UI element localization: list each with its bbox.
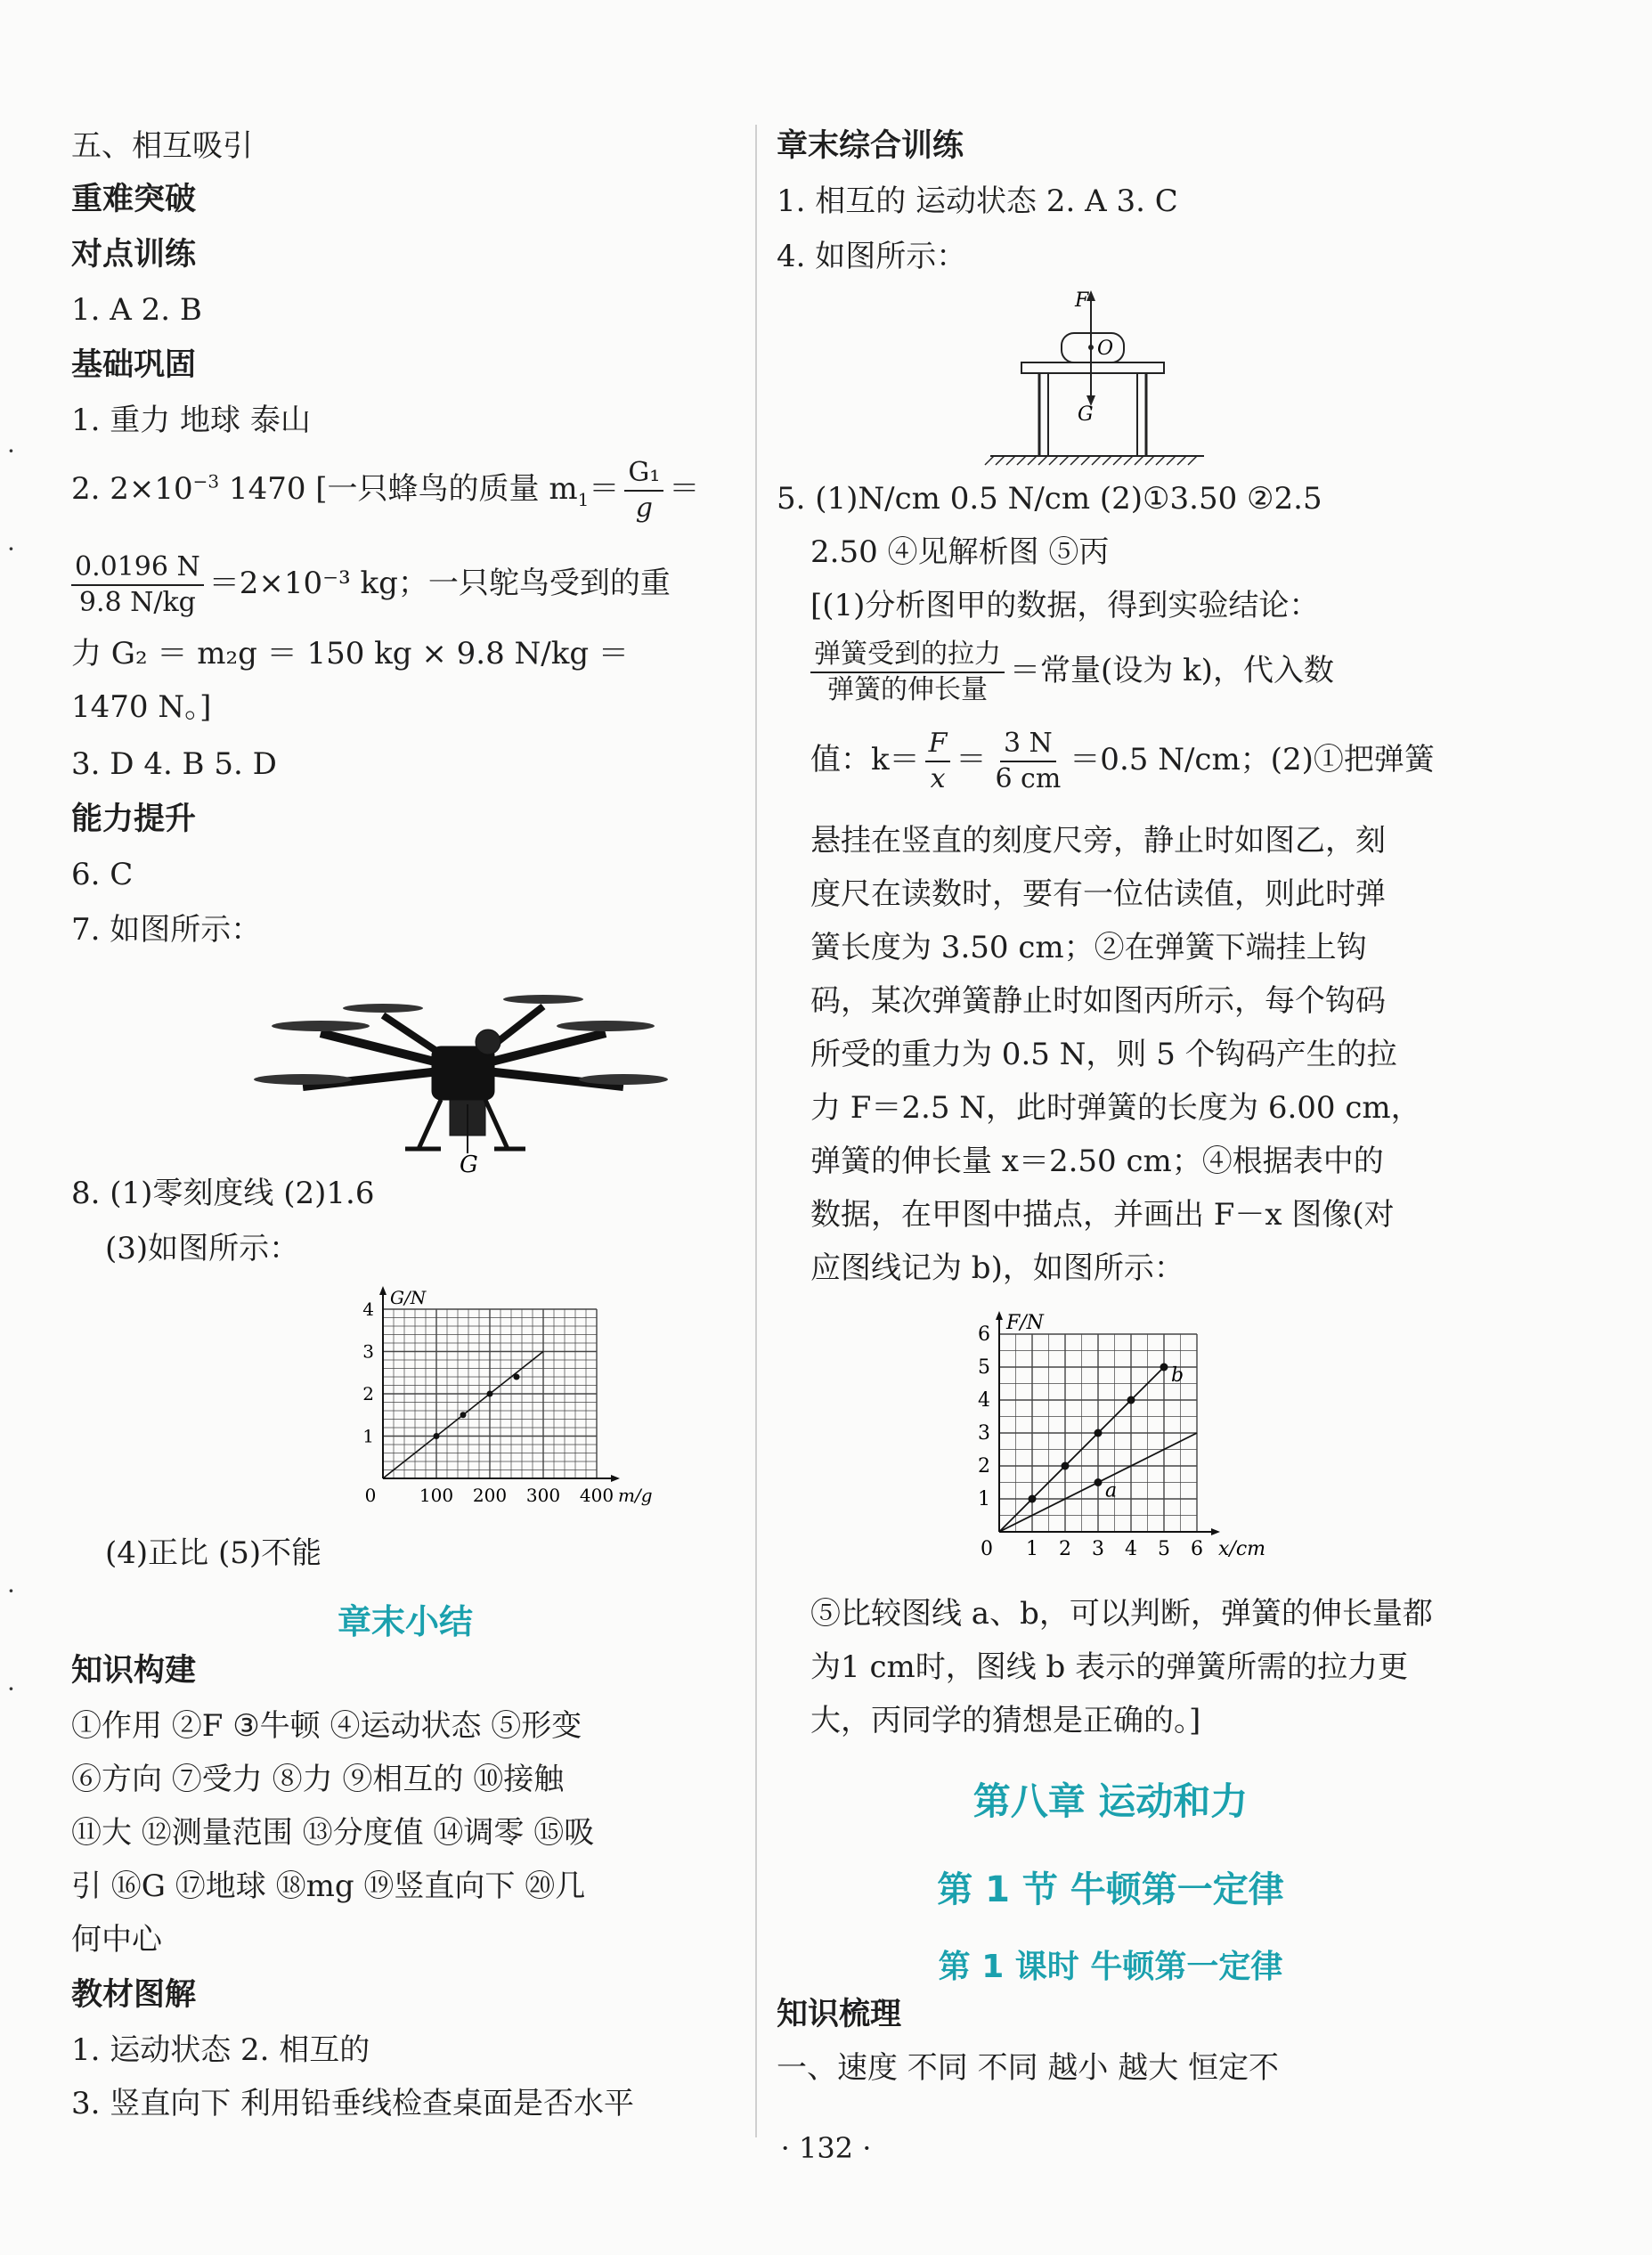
lesson-title: 第 1 课时 牛顿第一定律 [938, 1949, 1283, 1985]
answer-text: ＝0.5 N/cm；(2)①把弹簧 [1070, 742, 1435, 777]
page-number: · 132 · [780, 2131, 872, 2165]
hatch-line [1049, 456, 1058, 465]
x-axis-label: x/cm [1218, 1538, 1266, 1560]
answer-line-formula [71, 456, 699, 525]
drone-figure [249, 971, 677, 1176]
data-point-b [1095, 1429, 1103, 1437]
answer-line-formula [71, 550, 671, 620]
hatch-line [1028, 456, 1037, 465]
margin-mark: · [7, 1674, 15, 1704]
answer-line: 8. (1)零刻度线 (2)1.6 [71, 1176, 375, 1211]
hatch-line [1070, 456, 1079, 465]
hatch-line [1081, 456, 1090, 465]
y-axis-arrow [996, 1311, 1003, 1320]
answer-line: 1. 重力 地球 泰山 [71, 403, 311, 438]
data-point-b [1127, 1396, 1135, 1404]
ground-hatch [985, 456, 1197, 465]
answer-line: 码，某次弹簧静止时如图丙所示，每个钩码 [810, 983, 1386, 1019]
answer-line: 2.50 ④见解析图 ⑤丙 [810, 534, 1110, 570]
x-axis-label: m/g [618, 1485, 653, 1506]
y-tick-label: 2 [362, 1383, 374, 1404]
answer-line: 弹簧的伸长量 x＝2.50 cm；④根据表中的 [810, 1144, 1384, 1179]
drone-body [254, 995, 668, 1149]
g-m-chart [285, 1282, 653, 1506]
series-label: b [1171, 1364, 1184, 1387]
fraction-denominator: x [930, 763, 946, 794]
fraction-numerator: 0.0196 N [71, 550, 204, 586]
answer-line: ⑤比较图线 a、b，可以判断，弹簧的伸长量都 [810, 1596, 1433, 1632]
section-heading: 知识梳理 [777, 1997, 902, 2032]
point-label-o: O [1097, 338, 1114, 360]
hatch-line [996, 456, 1005, 465]
x-axis-arrow [1211, 1528, 1220, 1535]
fraction-denominator: 9.8 N/kg [78, 587, 196, 618]
y-tick-label: 3 [978, 1422, 990, 1445]
answer-line: 大，丙同学的猜想是正确的。] [810, 1703, 1201, 1738]
column-divider [755, 125, 757, 2137]
data-point-a [1095, 1478, 1103, 1486]
answer-line: 所受的重力为 0.5 N，则 5 个钩码产生的拉 [810, 1037, 1397, 1072]
y-axis-label: F/N [1006, 1312, 1044, 1334]
hatch-line [985, 456, 994, 465]
series-label: a [1105, 1479, 1118, 1502]
x-tick-label: 0 [981, 1538, 993, 1560]
answer-text: 1470 [一只蜂鸟的质量 m [219, 471, 578, 507]
hatch-line [1092, 456, 1101, 465]
y-axis-arrow [379, 1286, 387, 1295]
section-heading: 教材图解 [71, 1977, 197, 2013]
table-top [1021, 362, 1164, 373]
drone-gravity-label: G [460, 1152, 478, 1178]
answer-line: 1. 运动状态 2. 相互的 [71, 2032, 370, 2068]
answer-line: 3. 竖直向下 利用铅垂线检查桌面是否水平 [71, 2086, 635, 2121]
fraction-numerator: G₁ [624, 456, 663, 492]
fraction [810, 638, 1005, 707]
section-heading: 重难突破 [71, 182, 197, 217]
hatch-line [1038, 456, 1047, 465]
section-heading: 章末综合训练 [777, 128, 964, 164]
answer-line: 度尺在读数时，要有一位估读值，则此时弹 [810, 876, 1386, 912]
f-x-chart [955, 1300, 1266, 1585]
answer-text: 2. 2×10 [71, 471, 193, 507]
fraction [71, 550, 204, 620]
fraction-denominator: g [635, 493, 653, 524]
x-tick-label: 0 [364, 1485, 377, 1506]
answer-line: 簧长度为 3.50 cm；②在弹簧下端挂上钩 [810, 930, 1367, 965]
answer-line: 7. 如图所示： [71, 912, 262, 948]
equals: ＝ [669, 471, 700, 507]
answer-line: ⑪大 ⑫测量范围 ⑬分度值 ⑭调零 ⑮吸 [71, 1815, 595, 1851]
answer-text: 值：k＝ [810, 742, 920, 777]
answer-line-formula [810, 638, 1334, 707]
answer-text: ＝常量(设为 k)，代入数 [1010, 653, 1334, 688]
section-heading: 能力提升 [71, 802, 197, 837]
hatch-line [1188, 456, 1197, 465]
data-point-b [1029, 1495, 1037, 1503]
hatch-line [1177, 456, 1186, 465]
fraction-denominator: 6 cm [995, 763, 1062, 794]
hatch-line [1113, 456, 1122, 465]
answer-line: [(1)分析图甲的数据，得到实验结论： [810, 588, 1320, 623]
answer-line: 1. 相互的 运动状态 2. A 3. C [777, 183, 1178, 219]
answer-line: 引 ⑯G ⑰地球 ⑱mg ⑲竖直向下 ⑳几 [71, 1868, 586, 1904]
force-diagram [981, 287, 1222, 465]
x-tick-label: 3 [1092, 1538, 1104, 1560]
answer-line: 1. A 2. B [71, 292, 202, 328]
answer-line-formula [810, 727, 1435, 796]
subscript: 1 [577, 488, 590, 510]
equals: ＝ [956, 742, 987, 777]
data-point-b [1160, 1364, 1168, 1372]
hatch-line [1060, 456, 1069, 465]
fraction [925, 727, 951, 796]
chapter-title: 第八章 运动和力 [972, 1779, 1249, 1823]
section-heading: 知识构建 [71, 1653, 197, 1689]
x-tick-label: 6 [1191, 1538, 1203, 1560]
fraction [624, 456, 663, 525]
y-tick-label: 1 [978, 1488, 990, 1510]
y-tick-label: 5 [978, 1356, 990, 1379]
hatch-line [1156, 456, 1165, 465]
data-point [434, 1433, 440, 1439]
answer-line: 5. (1)N/cm 0.5 N/cm (2)①3.50 ②2.5 [777, 481, 1322, 517]
fraction-denominator: 弹簧的伸长量 [827, 674, 988, 705]
margin-mark: · [7, 534, 15, 564]
x-tick-label: 200 [472, 1485, 508, 1506]
answer-line: 为1 cm时，图线 b 表示的弹簧所需的拉力更 [810, 1649, 1409, 1685]
data-point [460, 1412, 467, 1418]
margin-mark: · [7, 1576, 15, 1606]
x-tick-label: 400 [579, 1485, 614, 1506]
margin-mark: · [7, 436, 15, 466]
x-tick-label: 2 [1059, 1538, 1071, 1560]
y-tick-label: 4 [362, 1298, 374, 1320]
fraction-numerator: F [925, 727, 951, 762]
fraction-numerator: 3 N [1000, 727, 1056, 762]
y-tick-label: 4 [978, 1389, 990, 1412]
x-tick-label: 4 [1125, 1538, 1137, 1560]
answer-line: 力 F＝2.5 N，此时弹簧的长度为 6.00 cm， [810, 1090, 1421, 1126]
hatch-line [1006, 456, 1015, 465]
x-axis-arrow [611, 1475, 620, 1482]
data-point [487, 1391, 493, 1397]
answer-text: ＝2×10⁻³ kg；一只鸵鸟受到的重 [208, 566, 671, 601]
y-tick-label: 3 [362, 1340, 374, 1363]
answer-line: 力 G₂ ＝ m₂g ＝ 150 kg × 9.8 N/kg ＝ [71, 636, 629, 672]
force-label-f: F [1075, 289, 1089, 312]
answer-line: 五、相互吸引 [71, 128, 253, 164]
answer-line: (4)正比 (5)不能 [105, 1535, 322, 1571]
exponent: −3 [192, 470, 220, 493]
x-tick-label: 5 [1158, 1538, 1170, 1560]
answer-line: (3)如图所示： [105, 1231, 300, 1266]
answer-line: 1470 N。] [71, 689, 212, 725]
hatch-line [1145, 456, 1154, 465]
answer-line: ①作用 ②F ③牛顿 ④运动状态 ⑤形变 [71, 1708, 582, 1744]
section-title: 第 1 节 牛顿第一定律 [937, 1869, 1284, 1910]
x-tick-label: 100 [419, 1485, 454, 1506]
fraction [991, 727, 1064, 796]
y-tick-label: 2 [978, 1455, 990, 1478]
fraction-numerator: 弹簧受到的拉力 [810, 638, 1005, 673]
y-axis-label: G/N [390, 1287, 427, 1308]
section-heading: 对点训练 [71, 237, 197, 273]
hatch-line [1017, 456, 1026, 465]
chapter-summary-heading: 章末小结 [337, 1602, 473, 1641]
y-tick-label: 1 [362, 1425, 374, 1447]
answer-line: 悬挂在竖直的刻度尺旁，静止时如图乙，刻 [810, 823, 1386, 859]
data-point [514, 1374, 520, 1380]
answer-line: 何中心 [71, 1922, 162, 1958]
y-tick-label: 6 [978, 1323, 990, 1346]
answer-line: 6. C [71, 857, 134, 892]
hatch-line [1124, 456, 1133, 465]
hatch-line [1103, 456, 1111, 465]
hatch-line [1135, 456, 1143, 465]
data-point-b [1062, 1462, 1070, 1470]
force-label-g: G [1078, 403, 1094, 426]
answer-line: 一、速度 不同 不同 越小 越大 恒定不 [777, 2050, 1280, 2086]
x-tick-label: 300 [525, 1485, 561, 1506]
x-tick-label: 1 [1026, 1538, 1038, 1560]
answer-line: 应图线记为 b)，如图所示： [810, 1250, 1184, 1286]
answer-line: 4. 如图所示： [777, 239, 967, 274]
hatch-line [1167, 456, 1176, 465]
answer-line: ⑥方向 ⑦受力 ⑧力 ⑨相互的 ⑩接触 [71, 1762, 565, 1797]
equals: ＝ [589, 471, 620, 507]
section-heading: 基础巩固 [71, 347, 197, 383]
answer-line: 数据，在甲图中描点，并画出 F－x 图像(对 [810, 1197, 1395, 1233]
answer-line: 3. D 4. B 5. D [71, 746, 277, 782]
